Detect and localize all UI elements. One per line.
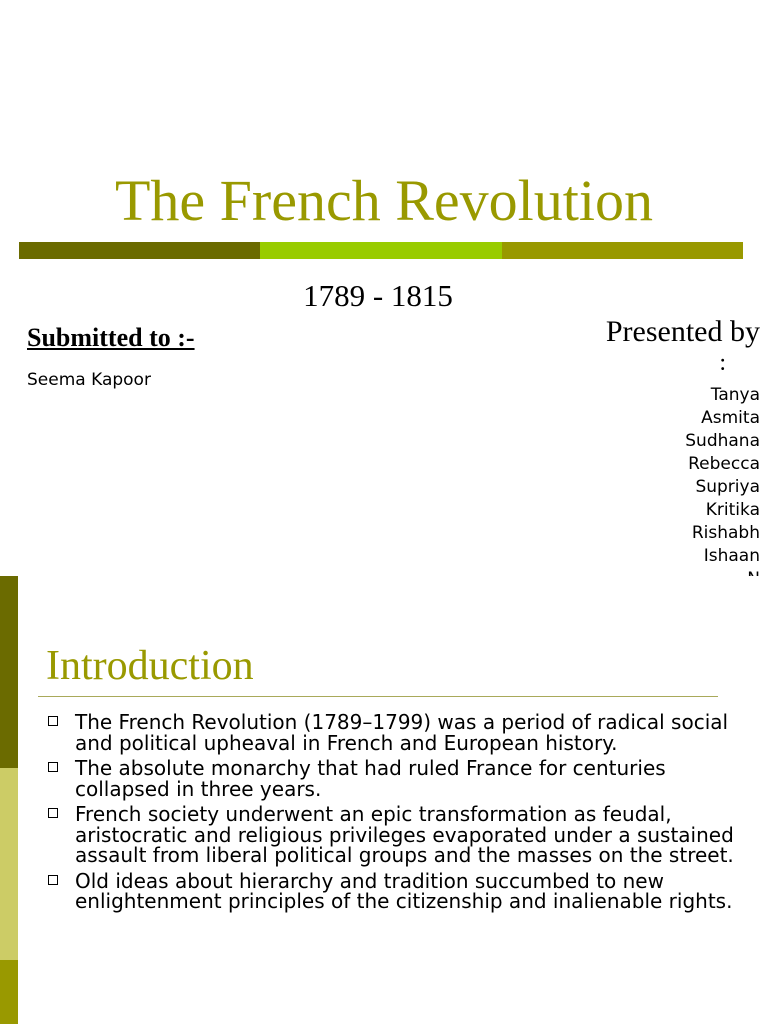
title-bar-segment-dark — [19, 242, 260, 259]
bullet-text: Old ideas about hierarchy and tradition succumbed to new enlightenment principles of the citizenship and inalienable rights. — [75, 868, 733, 913]
submitted-to-name: Seema Kapoor — [27, 370, 151, 390]
bullet-item — [46, 712, 736, 753]
bullet-list — [46, 712, 736, 917]
presenter-name: Rebecca — [688, 454, 760, 474]
introduction-slide — [0, 576, 768, 1024]
bullet-item — [46, 868, 736, 913]
bullet-item — [46, 804, 736, 866]
side-bar-segment-pale — [0, 768, 18, 960]
side-bar-segment-dark — [0, 576, 18, 768]
presenter-name: Supriya — [695, 477, 760, 497]
side-bar-segment-olive — [0, 960, 18, 1024]
presenter-name: Ishaan — [703, 546, 760, 566]
title-bar-segment-lime — [260, 242, 501, 259]
slide-title: The French Revolution — [114, 168, 653, 233]
submitted-to-label: Submitted to :- — [27, 323, 195, 352]
presenter-name: Kritika — [705, 500, 760, 520]
presenter-name: Sudhana — [685, 431, 760, 451]
square-bullet-icon — [48, 762, 58, 772]
square-bullet-icon — [48, 875, 58, 885]
section-heading: Introduction — [46, 643, 254, 689]
square-bullet-icon — [48, 808, 58, 818]
square-bullet-icon — [48, 716, 58, 726]
title-bar-segment-olive — [502, 242, 743, 259]
presenter-name: Rishabh — [691, 523, 760, 543]
date-range: 1789 - 1815 — [303, 278, 453, 313]
bullet-item — [46, 758, 736, 799]
heading-divider — [38, 696, 718, 697]
title-underline-bar — [19, 242, 743, 259]
bullet-text: The absolute monarchy that had ruled France for centuries collapsed in three years. — [75, 756, 666, 801]
presenter-name: Asmita — [701, 408, 760, 428]
presented-by-colon: : — [719, 350, 726, 376]
bullet-text: French society underwent an epic transformation as feudal, aristocratic and religious privileges evaporated under a sustained assault from liberal political groups and the masses on the street. — [75, 802, 734, 867]
presenter-list — [685, 384, 760, 591]
presenter-name: Tanya — [710, 385, 760, 405]
side-accent-bar — [0, 576, 18, 1024]
presented-by-label: Presented by — [605, 315, 760, 348]
bullet-text: The French Revolution (1789–1799) was a period of radical social and political upheaval in French and European history. — [75, 710, 729, 755]
